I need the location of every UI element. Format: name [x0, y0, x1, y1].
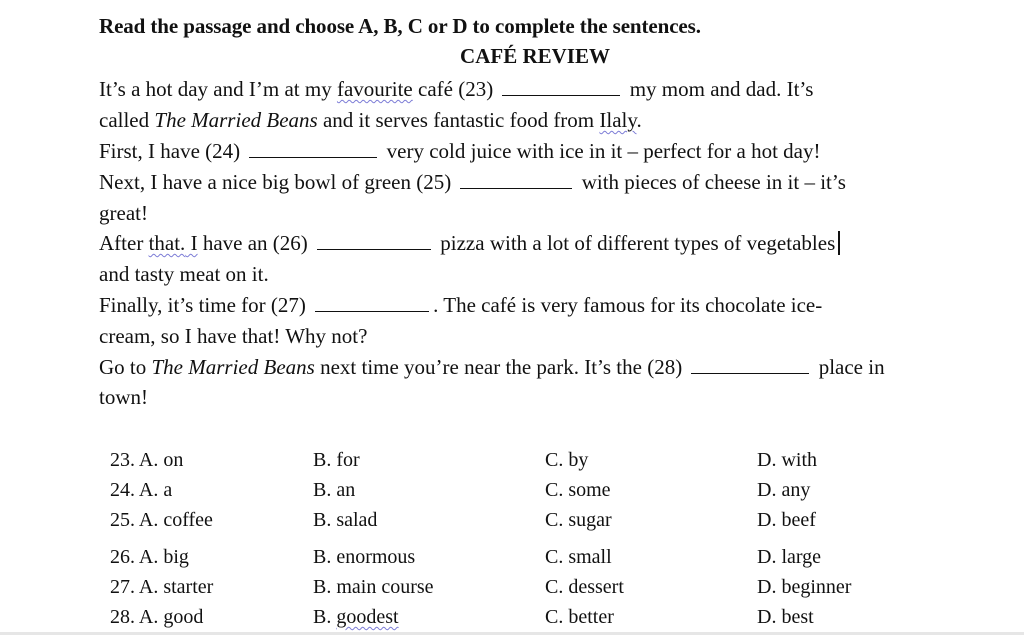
option-b[interactable]: B. main course: [313, 576, 434, 598]
option-c[interactable]: C. better: [545, 606, 614, 628]
option-c[interactable]: C. sugar: [545, 509, 612, 531]
passage-line-6: After that. I have an (26) pizza with a lot of different types of vegetables: [99, 231, 840, 255]
passage-line-1: It’s a hot day and I’m at my favourite café (23) my mom and dad. It’s: [99, 77, 814, 101]
blank-23[interactable]: [502, 77, 620, 96]
spellcheck-word[interactable]: favourite: [336, 77, 413, 101]
option-c[interactable]: C. dessert: [545, 576, 624, 598]
option-a[interactable]: 25. A. coffee: [110, 509, 213, 531]
blank-26[interactable]: [317, 231, 431, 250]
option-d[interactable]: D. large: [757, 546, 822, 568]
option-d[interactable]: D. any: [757, 479, 811, 501]
option-b[interactable]: B. goodest: [313, 606, 399, 628]
option-d[interactable]: D. beginner: [757, 576, 852, 598]
spellcheck-word[interactable]: goodest: [336, 606, 399, 628]
passage-line-11: town!: [99, 385, 148, 409]
option-d[interactable]: D. beef: [757, 509, 816, 531]
option-c[interactable]: C. by: [545, 449, 589, 471]
spellcheck-word[interactable]: Ilaly: [599, 108, 637, 132]
option-b[interactable]: B. enormous: [313, 546, 416, 568]
option-d[interactable]: D. with: [757, 449, 817, 471]
option-b[interactable]: B. salad: [313, 509, 378, 531]
option-b[interactable]: B. for: [313, 449, 360, 471]
option-c[interactable]: C. some: [545, 479, 611, 501]
blank-25[interactable]: [460, 170, 572, 189]
option-c[interactable]: C. small: [545, 546, 612, 568]
passage-line-4: Next, I have a nice big bowl of green (25) with pieces of cheese in it – it’s: [99, 170, 846, 194]
option-a[interactable]: 28. A. good: [110, 606, 204, 628]
spellcheck-word[interactable]: that.: [148, 231, 186, 255]
passage-line-5: great!: [99, 201, 148, 225]
blank-27[interactable]: [315, 293, 429, 312]
option-a[interactable]: 24. A. a: [110, 479, 173, 501]
blank-24[interactable]: [249, 139, 377, 158]
passage-line-3: First, I have (24) very cold juice with ice in it – perfect for a hot day!: [99, 139, 821, 163]
option-b[interactable]: B. an: [313, 479, 356, 501]
option-a[interactable]: 26. A. big: [110, 546, 189, 568]
text-cursor: [838, 231, 840, 255]
passage-line-9: cream, so I have that! Why not?: [99, 324, 368, 348]
instruction-heading: Read the passage and choose A, B, C or D to complete the sentences.: [99, 14, 701, 38]
passage-line-7: and tasty meat on it.: [99, 262, 269, 286]
option-d[interactable]: D. best: [757, 606, 814, 628]
option-a[interactable]: 23. A. on: [110, 449, 184, 471]
passage-line-2: called The Married Beans and it serves fantastic food from Ilaly.: [99, 108, 642, 132]
blank-28[interactable]: [691, 355, 809, 374]
passage-line-8: Finally, it’s time for (27) . The café is very famous for its chocolate ice-: [99, 293, 823, 317]
passage-title: CAFÉ REVIEW: [460, 44, 610, 68]
passage-line-10: Go to The Married Beans next time you’re near the park. It’s the (28) place in: [99, 355, 885, 379]
option-a[interactable]: 27. A. starter: [110, 576, 214, 598]
